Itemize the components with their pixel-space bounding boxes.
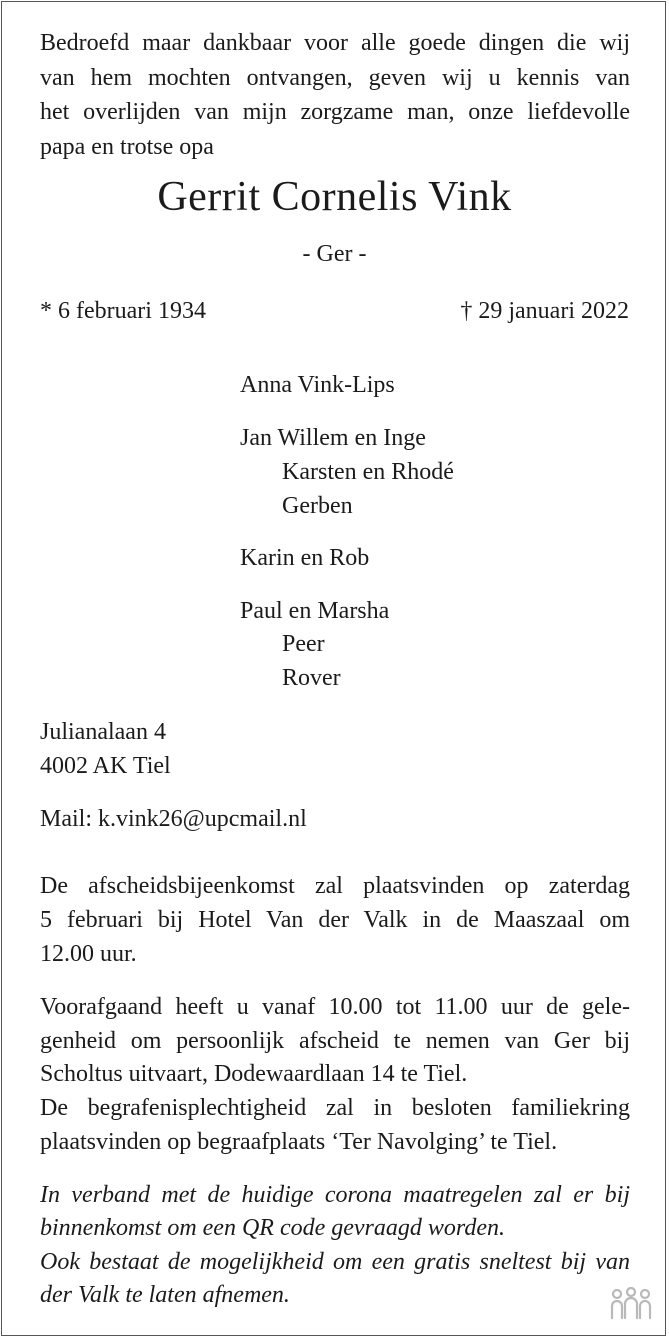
address-city: 4002 AK Tiel	[40, 753, 171, 779]
intro-line-2: van hem mochten ontvangen, geven wij u kennis van	[40, 65, 630, 91]
viewing-line-2: genheid om persoonlijk afscheid te nemen van Ger bij	[40, 1028, 630, 1054]
ceremony-line-1: De afscheidsbijeenkomst zal plaatsvinden op zaterdag	[40, 873, 630, 899]
intro-line-4: papa en trotse opa	[40, 134, 214, 160]
child-2: Karin en Rob	[240, 545, 370, 571]
ceremony-line-2: 5 februari bij Hotel Van der Valk in de Maaszaal om	[40, 907, 630, 933]
people-group-icon	[609, 1287, 653, 1321]
corona-line-4: der Valk te laten afnemen.	[40, 1282, 290, 1308]
grandchild: Karsten en Rhodé	[282, 459, 454, 485]
birth-date: * 6 februari 1934	[40, 298, 206, 324]
corona-line-1: In verband met de huidige corona maatregelen zal er bij	[40, 1182, 630, 1208]
intro-line-3: het overlijden van mijn zorgzame man, onze liefdevolle	[40, 99, 630, 125]
viewing-line-1: Voorafgaand heeft u vanaf 10.00 tot 11.00 uur de gele-	[40, 994, 630, 1020]
corona-line-3: Ook bestaat de mogelijkheid om een gratis sneltest bij van	[40, 1249, 630, 1275]
deceased-nickname: - Ger -	[302, 241, 367, 267]
intro-line-1: Bedroefd maar dankbaar voor alle goede dingen die wij	[40, 30, 630, 56]
grandchild: Peer	[282, 631, 325, 657]
ceremony-line-3: 12.00 uur.	[40, 941, 137, 967]
viewing-line-3: Scholtus uitvaart, Dodewaardlaan 14 te Tiel.	[40, 1061, 468, 1087]
grandchild: Gerben	[282, 493, 353, 519]
deceased-name: Gerrit Cornelis Vink	[157, 174, 512, 220]
grandchild: Rover	[282, 665, 341, 691]
child-1: Jan Willem en Inge	[240, 425, 426, 451]
contact-mail: Mail: k.vink26@upcmail.nl	[40, 806, 307, 832]
viewing-line-5: plaatsvinden op begraafplaats ‘Ter Navolging’ te Tiel.	[40, 1129, 558, 1155]
viewing-line-4: De begrafenisplechtigheid zal in besloten familiekring	[40, 1095, 630, 1121]
address-street: Julianalaan 4	[40, 719, 166, 745]
child-3: Paul en Marsha	[240, 598, 390, 624]
death-date: † 29 januari 2022	[460, 298, 629, 324]
corona-line-2: binnenkomst om een QR code gevraagd worden.	[40, 1215, 505, 1241]
spouse-name: Anna Vink-Lips	[240, 372, 395, 398]
